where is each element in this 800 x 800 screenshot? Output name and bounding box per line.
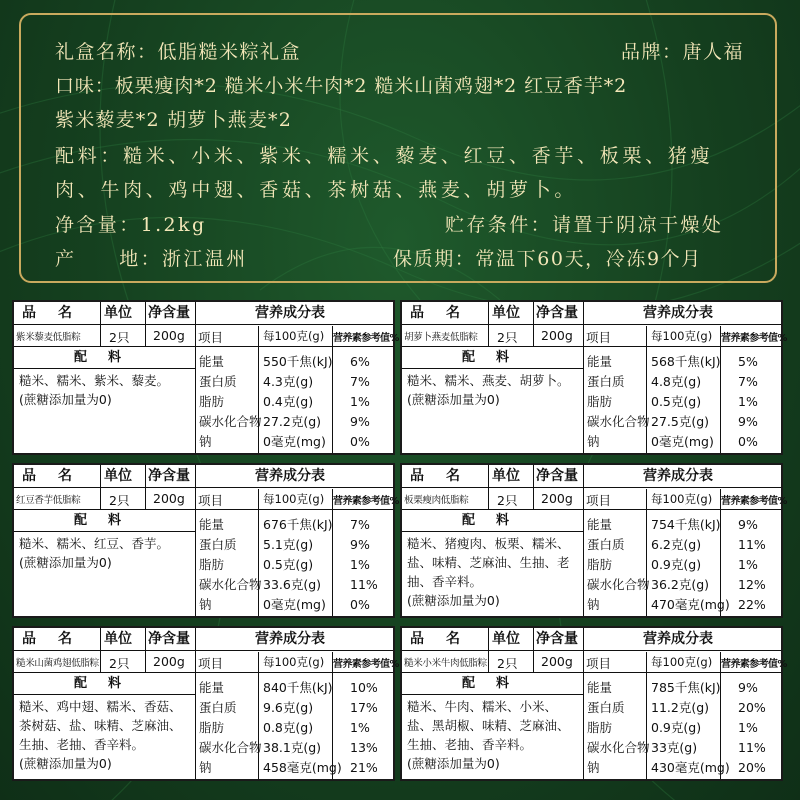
nutrient-nrv: 11% [738,740,766,755]
per-100g-header: 每100克(g) [263,655,325,669]
nutrition-panel-6 [400,626,787,781]
nutrient-name: 蛋白质 [199,700,237,715]
nutrient-value: 27.2克(g) [263,414,322,429]
ingredients-text-2: 肉、牛肉、鸡中翅、香菇、茶树菇、燕麦、胡萝卜。 [55,179,578,201]
flavor-line-1 [55,71,627,98]
box-name-value: 低脂糙米粽礼盒 [157,41,302,63]
nutrient-name: 碳水化合物 [587,577,650,592]
nutrition-panel-3 [12,463,399,618]
flavor-text-1: 板栗瘦肉*2 糙米小米牛肉*2 糙米山菌鸡翅*2 红豆香芋*2 [114,75,628,97]
net-weight-value: 200g [541,328,573,343]
nutrient-name: 脂肪 [199,720,225,735]
ingredients-header: 配 料 [462,676,514,691]
nutrient-nrv: 9% [738,517,758,532]
nutrient-value: 11.2克(g) [651,700,710,715]
nutrient-value: 0.8克(g) [263,720,314,735]
unit-header: 单位 [492,631,520,647]
nutrient-value: 0.5克(g) [651,394,702,409]
nutrient-nrv: 0% [350,597,370,612]
nutrient-nrv: 0% [738,434,758,449]
product-name: 糙米山菌鸡翅低脂粽 [16,658,99,669]
brand-line [621,37,744,64]
storage-label: 贮存条件： [445,214,553,236]
nutrient-name: 钠 [199,760,212,775]
weight-line [55,210,207,237]
item-column-header: 项目 [198,656,224,671]
nutrient-value: 9.6克(g) [263,700,314,715]
nutrition-panel-1 [12,300,399,455]
unit-value: 2只 [109,493,130,508]
box-name-label: 礼盒名称： [55,41,158,63]
weight-value: 1.2kg [140,214,207,236]
nutrient-value: 33.6克(g) [263,577,322,592]
nutrient-nrv: 0% [350,434,370,449]
item-column-header: 项目 [586,330,612,345]
net-weight-header: 净含量 [536,468,578,484]
sugar-note: (蔗糖添加量为0) [407,756,500,771]
nutrition-panel-2 [400,300,787,455]
brand-value: 唐人福 [682,41,745,63]
nutrient-name: 钠 [587,760,600,775]
sugar-note: (蔗糖添加量为0) [19,392,112,407]
weight-label: 净含量： [55,214,141,236]
nrv-header: 营养素参考值% [721,333,787,344]
product-name: 糙米小米牛肉低脂粽 [404,658,487,669]
nutrient-name: 钠 [587,434,600,449]
flavor-text-2: 紫米藜麦*2 胡萝卜燕麦*2 [55,109,293,131]
nutrient-name: 蛋白质 [199,374,237,389]
sugar-note: (蔗糖添加量为0) [19,555,112,570]
storage-line [445,210,723,237]
per-100g-header: 每100克(g) [263,329,325,343]
nutrient-value: 0.5克(g) [263,557,314,572]
nutrient-name: 钠 [199,434,212,449]
nutrient-name: 脂肪 [587,557,613,572]
sugar-note: (蔗糖添加量为0) [19,756,112,771]
per-100g-header: 每100克(g) [651,329,713,343]
product-name-header: 品 名 [22,305,76,321]
flavor-label: 口味： [55,75,115,97]
nutrient-nrv: 9% [350,537,370,552]
nrv-header: 营养素参考值% [721,496,787,507]
nutrition-table-title: 营养成分表 [643,305,713,321]
nutrient-nrv: 17% [350,700,378,715]
item-column-header: 项目 [198,330,224,345]
nutrient-value: 36.2克(g) [651,577,710,592]
nutrient-name: 蛋白质 [587,700,625,715]
nrv-header: 营养素参考值% [333,496,399,507]
ingredients-text: 糙米、鸡中翅、糯米、香菇、茶树菇、盐、味精、芝麻油、生抽、老抽、香辛料。 [19,699,182,752]
nutrient-name: 碳水化合物 [199,414,262,429]
unit-header: 单位 [492,468,520,484]
shelf-life-line [393,244,702,271]
unit-header: 单位 [104,631,132,647]
nutrient-nrv: 9% [350,414,370,429]
shelf-life-label: 保质期： [393,248,476,270]
nutrient-nrv: 1% [738,557,758,572]
nutrient-nrv: 13% [350,740,378,755]
nutrient-nrv: 10% [350,680,378,695]
nutrient-name: 能量 [199,517,225,532]
unit-value: 2只 [497,493,518,508]
unit-header: 单位 [104,468,132,484]
brand-label: 品牌： [621,41,683,63]
sugar-note: (蔗糖添加量为0) [407,593,500,608]
nutrition-table-title: 营养成分表 [255,468,325,484]
ingredients-text: 糙米、糯米、红豆、香芋。 [19,536,170,551]
net-weight-header: 净含量 [148,305,190,321]
product-name-header: 品 名 [22,631,76,647]
nutrient-name: 脂肪 [587,394,613,409]
nutrient-nrv: 7% [350,374,370,389]
box-name-line [55,37,301,64]
nutrient-value: 754千焦(kJ) [651,517,721,532]
nutrition-table-title: 营养成分表 [255,631,325,647]
nutrient-value: 0.4克(g) [263,394,314,409]
net-weight-value: 200g [153,491,185,506]
nutrient-value: 0.9克(g) [651,557,702,572]
net-weight-header: 净含量 [148,631,190,647]
nutrient-name: 钠 [587,597,600,612]
nrv-header: 营养素参考值% [333,659,399,670]
nutrient-value: 0毫克(mg) [263,434,326,449]
product-name: 紫米藜麦低脂粽 [16,332,81,343]
nutrient-nrv: 5% [738,354,758,369]
net-weight-value: 200g [153,328,185,343]
nutrient-name: 脂肪 [587,720,613,735]
unit-value: 2只 [497,656,518,671]
nutrient-nrv: 9% [738,680,758,695]
ingredients-text: 糙米、糯米、紫米、藜麦。 [19,373,170,388]
item-column-header: 项目 [198,493,224,508]
unit-value: 2只 [109,656,130,671]
nutrient-name: 能量 [587,680,613,695]
per-100g-header: 每100克(g) [263,492,325,506]
nutrient-nrv: 1% [738,720,758,735]
origin-label: 产 地： [55,248,163,270]
net-weight-header: 净含量 [148,468,190,484]
ingredients-text: 糙米、牛肉、糯米、小米、盐、黑胡椒、味精、芝麻油、生抽、老抽、香辛料。 [407,699,570,752]
unit-header: 单位 [492,305,520,321]
product-name-header: 品 名 [410,631,464,647]
origin-value: 浙江温州 [162,248,248,270]
ingredients-header: 配 料 [74,350,126,365]
ingredients-text-1: 糙米、小米、紫米、糯米、藜麦、红豆、香芋、板栗、猪瘦 [123,145,714,167]
nutrient-nrv: 7% [738,374,758,389]
nutrient-value: 458毫克(mg) [263,760,342,775]
ingredients-header: 配 料 [462,513,514,528]
ingredients-header: 配 料 [462,350,514,365]
unit-header: 单位 [104,305,132,321]
ingredients-header: 配 料 [74,513,126,528]
nutrient-value: 785千焦(kJ) [651,680,721,695]
net-weight-header: 净含量 [536,305,578,321]
ingredients-text: 糙米、猪瘦肉、板栗、糯米、盐、味精、芝麻油、生抽、老抽、香辛料。 [407,536,570,589]
origin-line [55,244,248,271]
item-column-header: 项目 [586,493,612,508]
sugar-note: (蔗糖添加量为0) [407,392,500,407]
nutrient-nrv: 1% [350,394,370,409]
nutrient-value: 27.5克(g) [651,414,710,429]
shelf-life-value: 常温下60天，冷冻9个月 [475,248,702,270]
panel-ingredients [19,371,191,409]
nutrition-table-title: 营养成分表 [255,305,325,321]
gift-box-info-panel [19,13,777,283]
nutrient-name: 蛋白质 [587,374,625,389]
net-weight-value: 200g [541,491,573,506]
nutrient-value: 6.2克(g) [651,537,702,552]
nutrient-nrv: 6% [350,354,370,369]
nutrient-nrv: 9% [738,414,758,429]
product-name: 红豆香芋低脂粽 [16,495,81,506]
nutrient-nrv: 12% [738,577,766,592]
nutrient-value: 0.9克(g) [651,720,702,735]
nutrient-nrv: 7% [350,517,370,532]
nutrient-value: 0毫克(mg) [651,434,714,449]
nutrient-nrv: 1% [738,394,758,409]
nutrient-value: 5.1克(g) [263,537,314,552]
nutrient-value: 33克(g) [651,740,698,755]
nutrient-name: 碳水化合物 [587,740,650,755]
nutrient-name: 碳水化合物 [587,414,650,429]
nutrient-value: 550千焦(kJ) [263,354,333,369]
nutrient-nrv: 22% [738,597,766,612]
ingredients-line-1 [55,141,713,168]
nutrient-nrv: 1% [350,720,370,735]
nutrient-nrv: 21% [350,760,378,775]
nutrient-value: 470毫克(mg) [651,597,730,612]
panel-ingredients [19,697,191,773]
nutrition-table-title: 营养成分表 [643,468,713,484]
nutrient-value: 840千焦(kJ) [263,680,333,695]
nutrient-name: 碳水化合物 [199,740,262,755]
nutrient-name: 碳水化合物 [199,577,262,592]
panel-ingredients [19,534,191,572]
nutrient-value: 4.3克(g) [263,374,314,389]
nutrient-value: 0毫克(mg) [263,597,326,612]
nutrient-value: 4.8克(g) [651,374,702,389]
panel-ingredients [407,534,579,610]
nutrition-panel-4 [400,463,787,618]
product-name: 胡萝卜燕麦低脂粽 [404,332,478,343]
nutrition-panel-5 [12,626,399,781]
nutrient-value: 430毫克(mg) [651,760,730,775]
ingredients-header: 配 料 [74,676,126,691]
nrv-header: 营养素参考值% [721,659,787,670]
nutrient-nrv: 11% [350,577,378,592]
nutrient-name: 能量 [587,517,613,532]
nutrition-table-title: 营养成分表 [643,631,713,647]
net-weight-header: 净含量 [536,631,578,647]
nutrient-nrv: 11% [738,537,766,552]
per-100g-header: 每100克(g) [651,655,713,669]
nutrient-value: 676千焦(kJ) [263,517,333,532]
item-column-header: 项目 [586,656,612,671]
ingredients-text: 糙米、糯米、燕麦、胡萝卜。 [407,373,570,388]
product-name-header: 品 名 [410,305,464,321]
nutrient-name: 能量 [199,354,225,369]
storage-value: 请置于阴凉干燥处 [552,214,724,236]
nutrient-nrv: 20% [738,760,766,775]
nutrient-name: 蛋白质 [587,537,625,552]
panel-ingredients [407,371,579,409]
panel-ingredients [407,697,579,773]
nutrient-name: 脂肪 [199,557,225,572]
net-weight-value: 200g [541,654,573,669]
unit-value: 2只 [497,330,518,345]
ingredients-label: 配料： [55,145,124,167]
nutrient-name: 脂肪 [199,394,225,409]
nutrient-name: 蛋白质 [199,537,237,552]
product-name-header: 品 名 [22,468,76,484]
nutrient-value: 38.1克(g) [263,740,322,755]
nrv-header: 营养素参考值% [333,333,399,344]
product-name: 板栗瘦肉低脂粽 [404,495,469,506]
nutrient-name: 能量 [587,354,613,369]
product-name-header: 品 名 [410,468,464,484]
nutrient-nrv: 1% [350,557,370,572]
nutrient-name: 能量 [199,680,225,695]
per-100g-header: 每100克(g) [651,492,713,506]
net-weight-value: 200g [153,654,185,669]
nutrient-name: 钠 [199,597,212,612]
nutrient-nrv: 20% [738,700,766,715]
nutrient-value: 568千焦(kJ) [651,354,721,369]
unit-value: 2只 [109,330,130,345]
